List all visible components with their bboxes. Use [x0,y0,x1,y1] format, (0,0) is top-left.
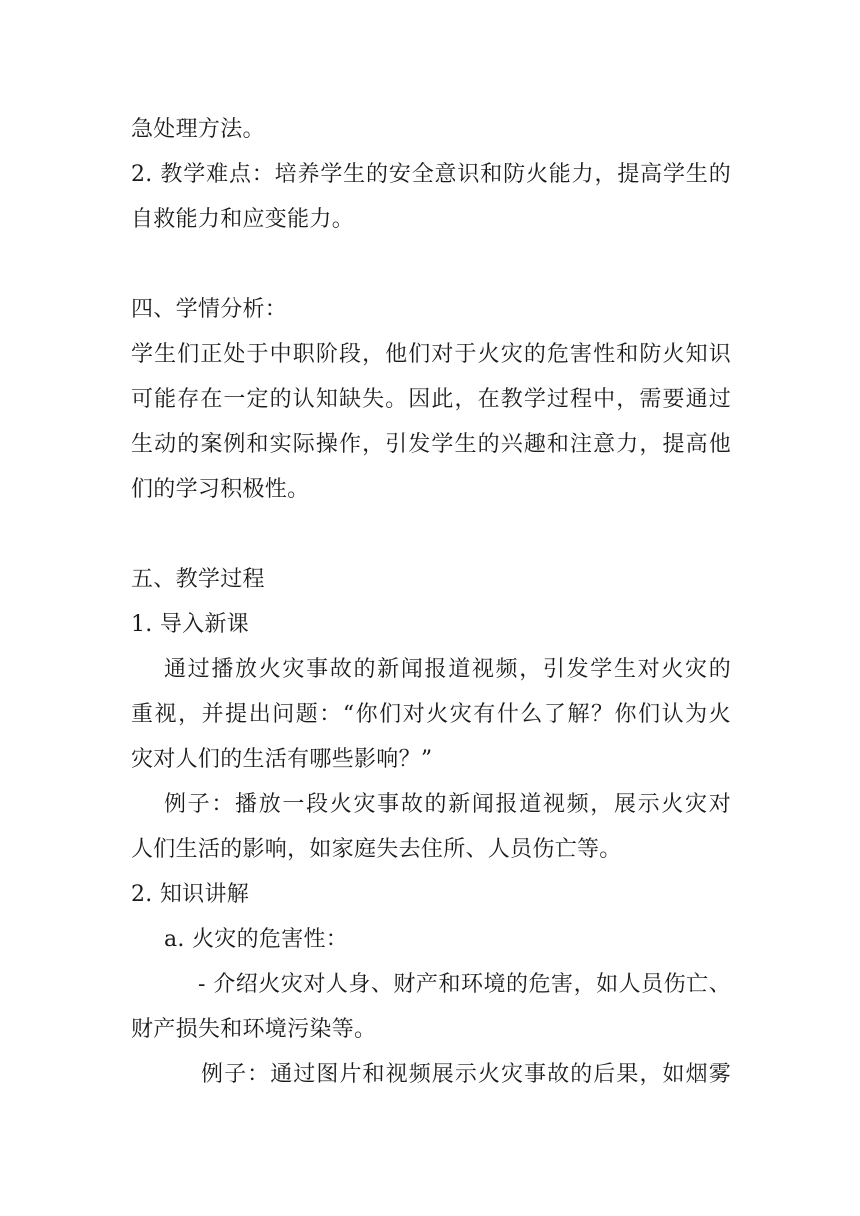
section-heading-teaching-process: 五、教学过程 [131,567,265,592]
paragraph-line: 急处理方法。 [131,117,265,142]
paragraph-line: 灾对人们的生活有哪些影响？” [131,747,433,772]
paragraph-line: 重视，并提出问题：“你们对火灾有什么了解？你们认为火 [131,702,731,727]
blank-line [131,242,731,287]
paragraph-line: 通过播放火灾事故的新闻报道视频，引发学生对火灾的 [164,657,731,682]
subheading-introduction: 1. 导入新课 [131,612,250,637]
example-line: 例子：播放一段火灾事故的新闻报道视频，展示火灾对 [164,792,731,817]
paragraph-line: 学生们正处于中职阶段，他们对于火灾的危害性和防火知识 [131,342,731,367]
section-heading-student-analysis: 四、学情分析： [131,297,288,322]
example-line: 例子：通过图片和视频展示火灾事故的后果，如烟雾 [201,1062,731,1087]
paragraph-line: 自救能力和应变能力。 [131,207,355,232]
bullet-line: - 介绍火灾对人身、财产和环境的危害，如人员伤亡、 [198,972,731,997]
blank-line [131,512,731,557]
subitem-fire-hazards: a. 火灾的危害性： [164,927,349,952]
document-page [131,107,731,1097]
paragraph-line: 们的学习积极性。 [131,477,310,502]
paragraph-line: 可能存在一定的认知缺失。因此，在教学过程中，需要通过 [131,387,731,412]
list-item-teaching-difficulty: 2. 教学难点：培养学生的安全意识和防火能力，提高学生的 [131,162,731,187]
paragraph-line: 人们生活的影响，如家庭失去住所、人员伤亡等。 [131,837,622,862]
paragraph-line: 财产损失和环境污染等。 [131,1017,377,1042]
subheading-knowledge-explanation: 2. 知识讲解 [131,882,250,907]
paragraph-line: 生动的案例和实际操作，引发学生的兴趣和注意力，提高他 [131,432,731,457]
